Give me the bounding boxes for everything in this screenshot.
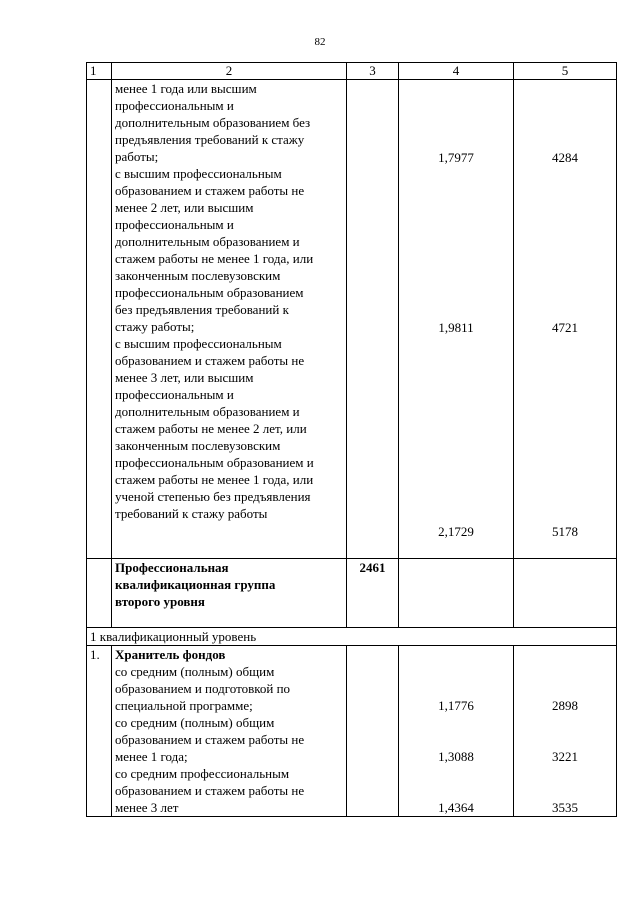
text-line: предъявления требований к стажу — [115, 132, 305, 147]
text-line: со средним профессиональным — [115, 766, 290, 781]
text-line: стажем работы не менее 2 лет, или — [115, 421, 307, 436]
table-row-level — [87, 628, 617, 646]
text-line: профессиональным и — [115, 217, 234, 232]
text-line: профессиональным и — [115, 98, 234, 113]
text-line: образованием и стажем работы не — [115, 783, 305, 798]
coefficient-cell — [399, 646, 514, 817]
page-number: 82 — [314, 36, 326, 48]
text-line: с высшим профессиональным — [115, 166, 282, 181]
header-cell-4: 4 — [399, 63, 514, 80]
text-line: стажем работы не менее 1 года, или — [115, 251, 314, 266]
group-title-line: квалификационная группа — [115, 577, 276, 592]
item-title: Хранитель фондов — [115, 647, 226, 662]
salary-table — [86, 62, 617, 817]
item-description — [112, 646, 347, 817]
coefficient-value: 1,3088 — [438, 749, 474, 764]
group-base-salary: 2461 — [347, 559, 399, 628]
salary-cell — [514, 80, 617, 559]
text-line: дополнительным образованием без — [115, 115, 311, 130]
text-line: с высшим профессиональным — [115, 336, 282, 351]
text-line: специальной программе; — [115, 698, 253, 713]
coefficient-value: 1,1776 — [438, 698, 474, 713]
salary-value: 3535 — [552, 800, 578, 815]
table-row-group — [87, 559, 617, 628]
table-header-row — [87, 63, 617, 80]
text-line: менее 3 лет, или высшим — [115, 370, 254, 385]
coefficient-cell — [399, 80, 514, 559]
text-line: профессиональным и — [115, 387, 234, 402]
header-cell-5: 5 — [514, 63, 617, 80]
salary-value: 4284 — [552, 150, 578, 165]
table-row-item — [87, 646, 617, 817]
text-line: менее 2 лет, или высшим — [115, 200, 254, 215]
text-line: дополнительным образованием и — [115, 404, 300, 419]
continuation-description — [112, 80, 347, 559]
group-title-line: Профессиональная — [115, 560, 229, 575]
text-line: профессиональным образованием — [115, 285, 304, 300]
coefficient-value: 1,7977 — [438, 150, 474, 165]
text-line: ученой степенью без предъявления — [115, 489, 311, 504]
salary-value: 4721 — [552, 320, 578, 335]
text-line: профессиональным образованием и — [115, 455, 314, 470]
text-line: со средним (полным) общим — [115, 664, 275, 679]
group-title-line: второго уровня — [115, 594, 205, 609]
text-line: стажу работы; — [115, 319, 195, 334]
header-cell-3: 3 — [347, 63, 399, 80]
group-title — [112, 559, 347, 628]
coefficient-value: 1,9811 — [438, 320, 474, 335]
qualification-level: 1 квалификационный уровень — [87, 628, 617, 646]
text-line: со средним (полным) общим — [115, 715, 275, 730]
text-line: образованием и стажем работы не — [115, 183, 305, 198]
item-number: 1. — [87, 646, 112, 817]
text-line: образованием и стажем работы не — [115, 353, 305, 368]
text-line: работы; — [115, 149, 159, 164]
text-line: дополнительным образованием и — [115, 234, 300, 249]
salary-cell — [514, 646, 617, 817]
salary-value: 2898 — [552, 698, 578, 713]
text-line: менее 3 лет — [115, 800, 179, 815]
coefficient-value: 1,4364 — [438, 800, 474, 815]
table-row-continuation — [87, 80, 617, 559]
text-line: образованием и стажем работы не — [115, 732, 305, 747]
text-line: без предъявления требований к — [115, 302, 289, 317]
text-line: образованием и подготовкой по — [115, 681, 291, 696]
text-line: законченным послевузовским — [115, 438, 281, 453]
text-line: менее 1 года или высшим — [115, 81, 257, 96]
salary-value: 3221 — [552, 749, 578, 764]
text-line: менее 1 года; — [115, 749, 188, 764]
header-cell-1: 1 — [87, 63, 112, 80]
coefficient-value: 2,1729 — [438, 524, 474, 539]
text-line: требований к стажу работы — [115, 506, 268, 521]
header-cell-2: 2 — [112, 63, 347, 80]
salary-value: 5178 — [552, 524, 578, 539]
text-line: законченным послевузовским — [115, 268, 281, 283]
text-line: стажем работы не менее 1 года, или — [115, 472, 314, 487]
